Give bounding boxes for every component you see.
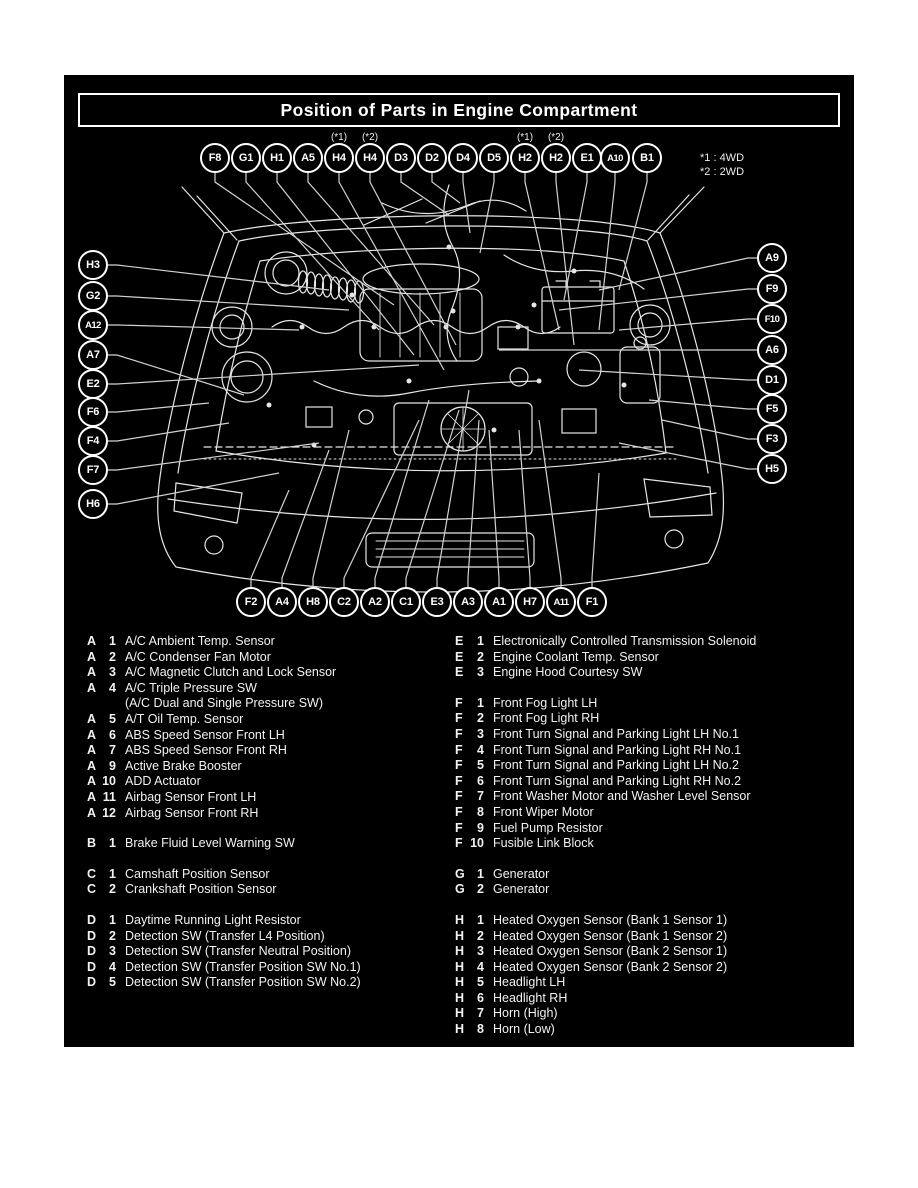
legend-item-f1 [455,696,756,712]
legend-ltxt: Detection SW (Transfer Position SW No.2) [125,975,361,990]
leader-line-c1 [406,410,459,602]
callout-a6: A6 [757,335,787,365]
callout-e3: E3 [422,587,452,617]
legend-ltxt: Front Turn Signal and Parking Light RH No.2 [493,773,742,788]
callout-d3: D3 [386,143,416,173]
wd-note-line1: *1 : 4WD [700,152,745,164]
legend-lnum: 1 [109,836,116,851]
legend-ltxt: A/T Oil Temp. Sensor [125,711,244,726]
legend-item-f5 [455,758,756,774]
callout-variant-note: (*2) [547,132,565,143]
legend-lnum: 9 [109,758,116,773]
legend-ltxt: Front Fog Light LH [493,695,598,710]
legend-lid: F [455,820,463,835]
legend-ltxt: Front Turn Signal and Parking Light LH No.1 [493,726,739,741]
callout-d1: D1 [757,365,787,395]
legend-item-d5 [87,975,361,991]
legend-lnum: 3 [477,665,484,680]
legend-lid: A [87,727,97,742]
legend-ltxt: Engine Hood Courtesy SW [493,665,643,680]
legend-item-h2 [455,929,756,945]
legend-lid: A [87,743,97,758]
legend-lid: B [87,836,97,851]
wd-note-line2: *2 : 2WD [700,166,745,178]
legend-lnum: 5 [109,975,116,990]
legend-ltxt: Detection SW (Transfer Neutral Position) [125,944,352,959]
legend-ltxt: A/C Magnetic Clutch and Lock Sensor [125,665,337,680]
legend-ltxt: Fuel Pump Resistor [493,820,603,835]
legend-item-e3 [455,665,756,681]
legend-item-a12 [87,806,361,822]
legend-item-f8 [455,805,756,821]
callout-h4: H4 [324,143,354,173]
legend-item-a3 [87,665,361,681]
legend-lid: G [455,866,465,881]
legend-lnum: 2 [109,649,116,664]
legend-lnum: 9 [477,820,484,835]
legend-ltxt: Fusible Link Block [493,836,594,851]
legend-ltxt: Detection SW (Transfer Position SW No.1) [125,959,361,974]
legend-lid: E [455,665,464,680]
legend-item-f3 [455,727,756,743]
legend-ltxt: Airbag Sensor Front RH [125,805,259,820]
callout-f8: F8 [200,143,230,173]
callout-g1: G1 [231,143,261,173]
legend-lnum: 10 [102,774,116,789]
legend-lnum: 7 [109,743,116,758]
legend-section-a [87,634,361,821]
legend-ltxt: Crankshaft Position Sensor [125,882,277,897]
legend-item-a1 [87,634,361,650]
legend-ltxt: Horn (High) [493,1006,558,1021]
callout-f4: F4 [78,426,108,456]
legend-lid: H [455,959,465,974]
legend-ltxt: Electronically Controlled Transmission Solenoid [493,634,757,648]
legend-item-f6 [455,774,756,790]
legend-column-left [87,634,361,991]
callout-h4: H4 [355,143,385,173]
legend-lnum: 10 [470,836,484,851]
legend-ltxt: Front Washer Motor and Washer Level Sensor [493,789,751,804]
legend-ltxt: Horn (Low) [493,1022,555,1037]
legend-lid: A [87,805,97,820]
legend-section-e [455,634,756,681]
legend-ltxt: ABS Speed Sensor Front RH [125,743,287,758]
callout-a4: A4 [267,587,297,617]
legend-lnum: 1 [477,634,484,648]
callout-a5: A5 [293,143,323,173]
callout-e1: E1 [572,143,602,173]
legend-item-h6 [455,991,756,1007]
callout-a3: A3 [453,587,483,617]
legend-ltxt: Airbag Sensor Front LH [125,789,257,804]
legend-lid: C [87,866,97,881]
legend-lid: F [455,773,463,788]
legend-lnum: 3 [477,726,484,741]
leader-line-a7 [93,355,244,395]
callout-g2: G2 [78,281,108,311]
legend-lid: C [87,882,97,897]
callout-c2: C2 [329,587,359,617]
legend-lnum: 2 [109,928,116,943]
callout-a9: A9 [757,243,787,273]
legend-item-h4 [455,960,756,976]
legend-section-h [455,913,756,1038]
legend-column-right [455,634,756,1038]
legend-lnum: 7 [477,789,484,804]
legend-lid: F [455,695,463,710]
legend-item-h5 [455,975,756,991]
legend-lnum: 8 [477,804,484,819]
legend-lnum: 11 [102,789,116,804]
legend-lid: F [455,789,463,804]
legend-ltxt: Generator [493,882,550,897]
callout-a12: A12 [78,310,108,340]
legend-item-a5 [87,712,361,728]
legend-item-f7 [455,789,756,805]
legend-ltxt: A/C Triple Pressure SW [125,680,257,695]
page-title: Position of Parts in Engine Compartment [78,93,840,127]
callout-h2: H2 [510,143,540,173]
leader-line-f3 [662,420,772,439]
legend-ltxt: Heated Oxygen Sensor (Bank 1 Sensor 2) [493,928,728,943]
legend-ltxt: Active Brake Booster [125,758,242,773]
legend-lnum: 1 [109,866,116,881]
legend-lid: F [455,758,463,773]
legend-ltxt: Camshaft Position Sensor [125,866,270,881]
callout-a7: A7 [78,340,108,370]
legend-lnum: 5 [477,758,484,773]
callout-e2: E2 [78,369,108,399]
legend-lid: H [455,990,465,1005]
legend-item-g2 [455,882,756,898]
callout-c1: C1 [391,587,421,617]
callout-h6: H6 [78,489,108,519]
legend-lnum: 6 [109,727,116,742]
legend-lnum: 4 [477,742,484,757]
callout-a2: A2 [360,587,390,617]
legend-lid: F [455,804,463,819]
callout-variant-note: (*1) [330,132,348,143]
legend-item-c1 [87,867,361,883]
legend-lnum: 1 [477,695,484,710]
legend-ltxt: ADD Actuator [125,774,201,789]
legend-section-d [87,913,361,991]
legend-ltxt: Front Wiper Motor [493,804,594,819]
legend-item-f2 [455,711,756,727]
legend-lid: A [87,789,97,804]
legend-lid: E [455,649,464,664]
legend-ltxt: Generator [493,866,550,881]
legend-lnum: 3 [109,944,116,959]
legend-lid: F [455,742,463,757]
legend-item-a4 [87,681,361,697]
legend-lid: H [455,944,465,959]
legend-lid: F [455,711,463,726]
callout-a1: A1 [484,587,514,617]
legend-lid: A [87,665,97,680]
legend-lid: A [87,680,97,695]
legend-lid: A [87,634,97,648]
legend-lnum: 3 [477,944,484,959]
leader-line-h6 [93,473,279,504]
legend-lid: D [87,912,97,927]
legend-item-f9 [455,821,756,837]
legend-lnum: 1 [109,912,116,927]
legend-lnum: 7 [477,1006,484,1021]
callout-f10: F10 [757,304,787,334]
callout-a11: A11 [546,587,576,617]
legend-lnum: 5 [477,975,484,990]
legend-lnum: 8 [477,1022,484,1037]
legend-lnum: 1 [109,634,116,648]
callout-f2: F2 [236,587,266,617]
legend-item-a2 [87,650,361,666]
legend-lid: A [87,774,97,789]
callout-d5: D5 [479,143,509,173]
legend-lnum: 6 [477,773,484,788]
callout-f3: F3 [757,424,787,454]
legend-lid: D [87,975,97,990]
legend-item-d1 [87,913,361,929]
legend-ltxt: Headlight LH [493,975,566,990]
legend-ltxt: (A/C Dual and Single Pressure SW) [125,696,323,711]
legend-lnum: 3 [109,665,116,680]
callout-leader-lines [93,158,772,602]
legend-ltxt: Engine Coolant Temp. Sensor [493,649,659,664]
legend-section-f [455,696,756,852]
callout-d4: D4 [448,143,478,173]
callout-h7: H7 [515,587,545,617]
legend-lnum: 2 [477,711,484,726]
legend-lnum: 1 [477,866,484,881]
legend-lid: F [455,726,463,741]
legend-lid: H [455,1006,465,1021]
leader-line-a12 [93,325,299,330]
legend-lid: H [455,975,465,990]
legend-item-h8 [455,1022,756,1038]
legend-lid: F [455,836,463,851]
leader-line-a2 [375,400,429,602]
legend-item-f10 [455,836,756,852]
callout-b1: B1 [632,143,662,173]
leader-line-g2 [93,296,349,310]
legend-lnum: 12 [102,805,116,820]
legend-item-e2 [455,650,756,666]
legend-item-h1 [455,913,756,929]
legend-lnum: 2 [477,649,484,664]
leader-line-h4 [370,158,456,345]
legend-lid: A [87,649,97,664]
leader-line-a1 [489,430,499,602]
legend-lnum: 2 [109,882,116,897]
legend-ltxt: Heated Oxygen Sensor (Bank 1 Sensor 1) [493,912,728,927]
legend-ltxt: Headlight RH [493,990,568,1005]
callout-variant-note: (*1) [516,132,534,143]
leader-line-a4 [282,450,329,602]
callout-h2: H2 [541,143,571,173]
callout-f1: F1 [577,587,607,617]
legend-ltxt: Heated Oxygen Sensor (Bank 2 Sensor 1) [493,944,728,959]
legend-item-h3 [455,944,756,960]
legend-lnum: 2 [477,928,484,943]
engine-line-art [158,185,724,592]
legend-item-a7 [87,743,361,759]
leader-line-h5 [619,443,772,469]
legend-section-c [87,867,361,898]
callout-h3: H3 [78,250,108,280]
legend-item-a11 [87,790,361,806]
legend-item-g1 [455,867,756,883]
callout-f7: F7 [78,455,108,485]
legend-ltxt: Detection SW (Transfer L4 Position) [125,928,325,943]
callout-d2: D2 [417,143,447,173]
legend-lid: A [87,711,97,726]
legend-lnum: 5 [109,711,116,726]
callout-h8: H8 [298,587,328,617]
callout-f9: F9 [757,274,787,304]
legend-ltxt: Front Fog Light RH [493,711,600,726]
legend-ltxt: A/C Ambient Temp. Sensor [125,634,275,648]
callout-variant-note: (*2) [361,132,379,143]
legend-item-a9 [87,759,361,775]
callout-f6: F6 [78,397,108,427]
legend-lnum: 4 [109,959,116,974]
legend-item-b1 [87,836,361,852]
legend-lnum: 2 [477,882,484,897]
legend-ltxt: A/C Condenser Fan Motor [125,649,271,664]
legend-item-a6 [87,728,361,744]
callout-h5: H5 [757,454,787,484]
legend-lnum: 4 [109,680,116,695]
legend-ltxt: Daytime Running Light Resistor [125,912,301,927]
legend-item-e1 [455,634,756,650]
legend-lnum: 4 [477,959,484,974]
legend-lid: A [87,758,97,773]
legend-ltxt: ABS Speed Sensor Front LH [125,727,285,742]
legend-item-f4 [455,743,756,759]
legend-item-d4 [87,960,361,976]
legend-lnum: 6 [477,990,484,1005]
legend-lid: H [455,928,465,943]
leader-line-g1 [246,158,379,330]
legend-item-c2 [87,882,361,898]
callout-a10: A10 [600,143,630,173]
engine-compartment-page [64,75,854,1047]
leader-line-f6 [93,403,209,412]
legend-lid: H [455,912,465,927]
legend-lid: D [87,959,97,974]
legend-lid: E [455,634,464,648]
legend-ltxt: Front Turn Signal and Parking Light RH No.1 [493,742,742,757]
legend-lid: H [455,1022,465,1037]
leader-line-d1 [579,370,772,380]
legend-item-a10 [87,774,361,790]
legend-lid: G [455,882,465,897]
leader-line-f4 [93,423,229,441]
leader-line-b1 [619,158,647,290]
legend-lid: D [87,944,97,959]
legend-ltxt: Brake Fluid Level Warning SW [125,836,295,851]
legend-item-h7 [455,1006,756,1022]
leader-line-e2 [93,365,419,384]
callout-h1: H1 [262,143,292,173]
leader-line-f2 [251,490,289,602]
legend-item-d3 [87,944,361,960]
legend-item-d2 [87,929,361,945]
callout-f5: F5 [757,394,787,424]
legend-ltxt: Front Turn Signal and Parking Light LH No.2 [493,758,739,773]
legend-ltxt: Heated Oxygen Sensor (Bank 2 Sensor 2) [493,959,728,974]
legend-item-a4-cont [87,696,361,712]
legend-lnum: 1 [477,912,484,927]
legend-section-g [455,867,756,898]
legend-lid: D [87,928,97,943]
legend-section-b [87,836,361,852]
